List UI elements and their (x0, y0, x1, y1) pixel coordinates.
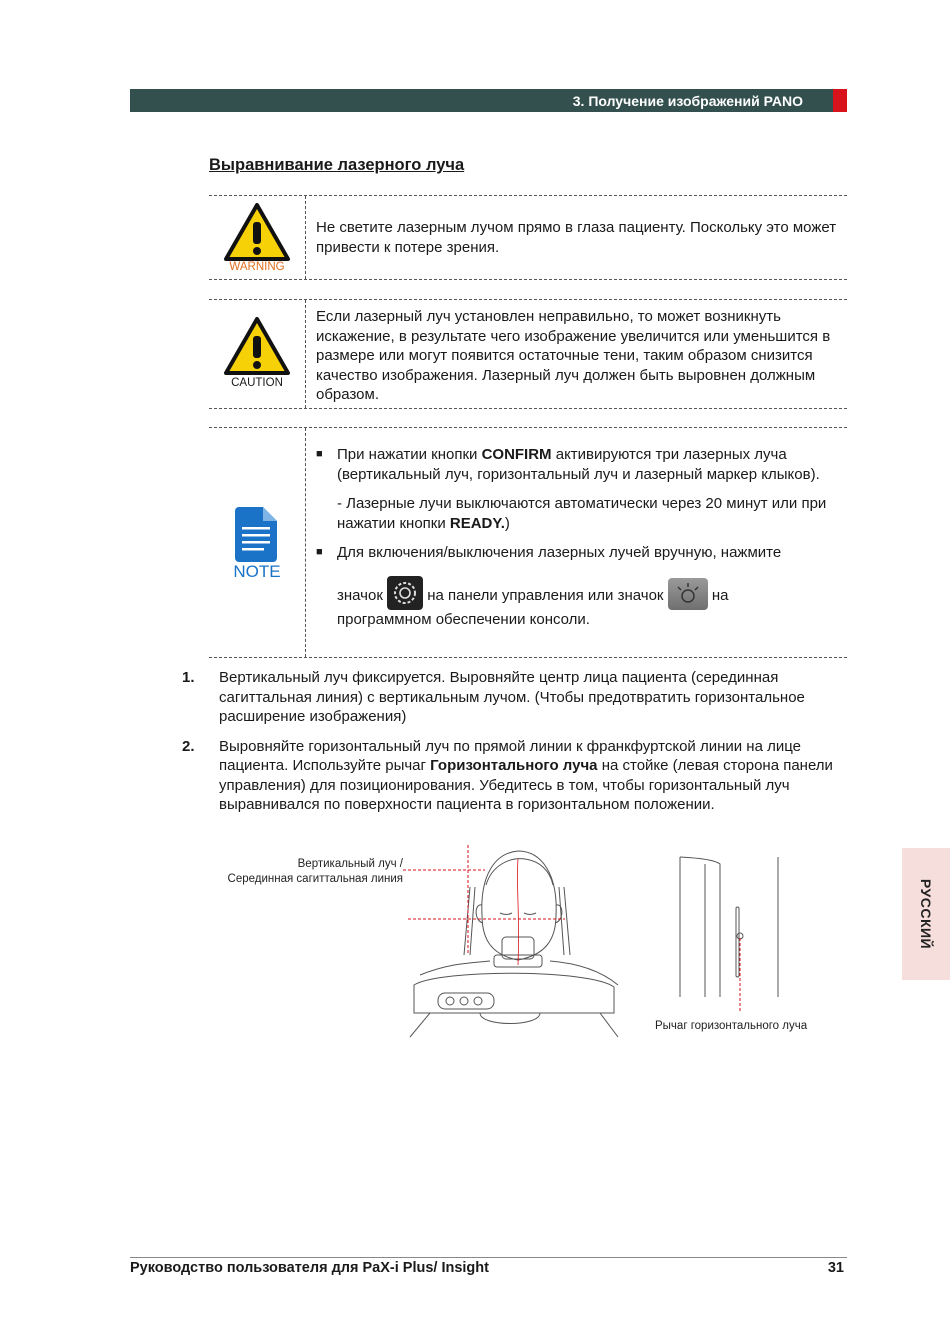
caution-text: Если лазерный луч установлен неправильно, то может возникнуть искажение, в результате чего изображение увеличится или уменьшится в размере или могут появится остаточные тени, таким образом снизится качество изображения. Лазерный луч должен быть выровнен должным образом. (316, 308, 831, 403)
vertical-beam-caption: Вертикальный луч / Серединная сагиттальная линия (227, 858, 403, 885)
page-number: 31 (827, 1260, 844, 1276)
chapter-title: 3. Получение изображений PANO (572, 93, 803, 109)
note-icon-line: значок на панели управления или значок на (337, 576, 839, 610)
note-text (316, 445, 839, 629)
document-icon (235, 507, 277, 562)
warning-label: WARNING (229, 261, 285, 273)
note-subnote: - Лазерные лучи выключаются автоматически через 20 минут или при нажатии кнопки READY.) (337, 495, 827, 532)
warning-icon-cell (209, 196, 306, 279)
column-lever-illustration (670, 852, 800, 1012)
caution-icon (223, 316, 291, 376)
note-item-confirm: ■ При нажатии кнопки CONFIRM активируются три лазерных луча (вертикальный луч, горизонтальный луч и лазерный маркер клыков). - Лазерные лучи выключаются автоматически через 20 минут или при нажатии кнопки READY.) (316, 445, 839, 533)
bullet-icon: ■ (316, 546, 323, 558)
warning-text: Не светите лазерным лучом прямо в глаза пациенту. Поскольку это может привести к потере зрения. (316, 219, 837, 256)
bullet-icon: ■ (316, 448, 323, 460)
chapter-header-bar (130, 89, 833, 112)
patient-positioning-illustration (400, 845, 625, 1040)
chapter-header-accent (833, 89, 847, 112)
note-icon-cell (209, 428, 306, 657)
caution-label: CAUTION (231, 377, 283, 389)
warning-icon (223, 202, 291, 262)
caution-icon-cell (209, 300, 306, 408)
footer-divider (130, 1257, 847, 1258)
note-box (209, 427, 847, 658)
caution-box (209, 299, 847, 409)
note-item-manual-end: программном обеспечении консоли. (337, 610, 590, 628)
confirm-keyword: CONFIRM (481, 446, 552, 463)
section-title: Выравнивание лазерного луча (209, 156, 465, 174)
step-1: 1. Вертикальный луч фиксируется. Выровняйте центр лица пациента (серединная сагиттальная линия) с вертикальным лучом. (Чтобы предотвратить горизонтальное расширение изображения) (182, 669, 805, 725)
warning-box (209, 195, 847, 280)
ready-keyword: READY. (449, 514, 505, 532)
step-2: 2. Выровняйте горизонтальный луч по прямой линии к франкфуртской линии на лице пациента. Используйте рычаг Горизонтального луча на стойке (левая сторона панели управления) для позиционирования. Убедитесь в том, чтобы горизонтальный луч выравнивался по поверхности пациента в горизонтальном положении. (182, 737, 833, 813)
footer-manual-title: Руководство пользователя для PaX-i Plus/ Insight (130, 1260, 489, 1276)
lever-keyword: Горизонтального луча (430, 757, 598, 774)
laser-software-icon (668, 578, 708, 610)
steps-list (182, 668, 844, 825)
lever-caption: Рычаг горизонтального луча (655, 1020, 808, 1032)
laser-panel-button-icon (387, 576, 423, 610)
note-item-manual: ■ Для включения/выключения лазерных лучей вручную, нажмите значок на панели управления или значок на программном обеспечении консоли. (316, 543, 839, 629)
language-tab: РУССКИЙ (902, 848, 950, 980)
note-label: NOTE (233, 562, 281, 581)
